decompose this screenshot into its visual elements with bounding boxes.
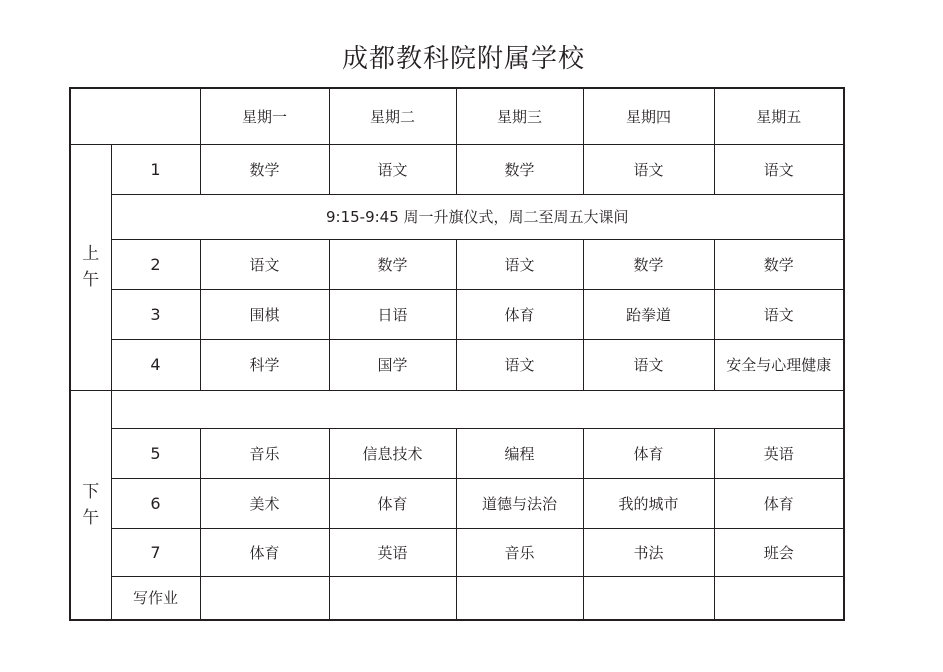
corner-cell	[70, 88, 200, 144]
class-cell: 音乐	[456, 528, 583, 576]
class-cell: 语文	[456, 339, 583, 390]
class-cell: 语文	[714, 289, 844, 339]
table-row	[70, 576, 844, 620]
class-cell: 语文	[583, 144, 714, 194]
class-cell: 语文	[200, 239, 329, 289]
morning-label-char: 上	[82, 244, 100, 264]
period-number: 3	[111, 289, 200, 339]
day-header: 星期二	[329, 88, 456, 144]
table-row	[70, 390, 844, 428]
class-cell: 体育	[200, 528, 329, 576]
table-row	[70, 339, 844, 390]
table-row	[70, 478, 844, 528]
homework-cell	[329, 576, 456, 620]
table-row	[70, 289, 844, 339]
class-cell: 信息技术	[329, 428, 456, 478]
homework-cell	[200, 576, 329, 620]
homework-cell	[714, 576, 844, 620]
day-header: 星期四	[583, 88, 714, 144]
table-row	[70, 239, 844, 289]
class-cell: 语文	[456, 239, 583, 289]
class-cell: 国学	[329, 339, 456, 390]
class-cell: 安全与心理健康	[714, 339, 844, 390]
class-cell: 语文	[329, 144, 456, 194]
class-cell: 班会	[714, 528, 844, 576]
period-number: 5	[111, 428, 200, 478]
class-cell: 我的城市	[583, 478, 714, 528]
morning-label-char: 午	[82, 270, 100, 290]
class-cell: 日语	[329, 289, 456, 339]
table-row	[70, 88, 844, 144]
afternoon-label-char: 午	[82, 507, 100, 528]
page-title: 成都教科院附属学校	[341, 44, 585, 74]
class-cell: 英语	[329, 528, 456, 576]
homework-label: 写作业	[111, 576, 200, 620]
class-cell: 围棋	[200, 289, 329, 339]
day-header: 星期三	[456, 88, 583, 144]
period-number: 2	[111, 239, 200, 289]
table-row	[70, 428, 844, 478]
class-cell: 数学	[200, 144, 329, 194]
table-row	[70, 528, 844, 576]
class-cell: 体育	[583, 428, 714, 478]
class-cell: 英语	[714, 428, 844, 478]
class-cell: 体育	[329, 478, 456, 528]
class-cell: 数学	[714, 239, 844, 289]
class-cell: 数学	[329, 239, 456, 289]
table-row	[70, 194, 844, 239]
class-cell: 美术	[200, 478, 329, 528]
homework-cell	[583, 576, 714, 620]
period-number: 7	[111, 528, 200, 576]
class-cell: 音乐	[200, 428, 329, 478]
lunch-break-row	[111, 390, 844, 428]
class-cell: 体育	[714, 478, 844, 528]
homework-cell	[456, 576, 583, 620]
class-cell: 书法	[583, 528, 714, 576]
timetable	[69, 87, 845, 621]
class-cell: 跆拳道	[583, 289, 714, 339]
afternoon-label-char: 下	[82, 481, 100, 502]
period-number: 4	[111, 339, 200, 390]
morning-label	[70, 144, 111, 390]
period-number: 1	[111, 144, 200, 194]
afternoon-label	[70, 390, 111, 620]
table-row	[70, 144, 844, 194]
class-cell: 语文	[583, 339, 714, 390]
class-cell: 体育	[456, 289, 583, 339]
class-cell: 语文	[714, 144, 844, 194]
class-cell: 数学	[583, 239, 714, 289]
period-number: 6	[111, 478, 200, 528]
class-cell: 编程	[456, 428, 583, 478]
class-cell: 道德与法治	[456, 478, 583, 528]
day-header: 星期五	[714, 88, 844, 144]
break-note: 9:15-9:45 周一升旗仪式，周二至周五大课间	[111, 194, 844, 239]
class-cell: 科学	[200, 339, 329, 390]
day-header: 星期一	[200, 88, 329, 144]
class-cell: 数学	[456, 144, 583, 194]
